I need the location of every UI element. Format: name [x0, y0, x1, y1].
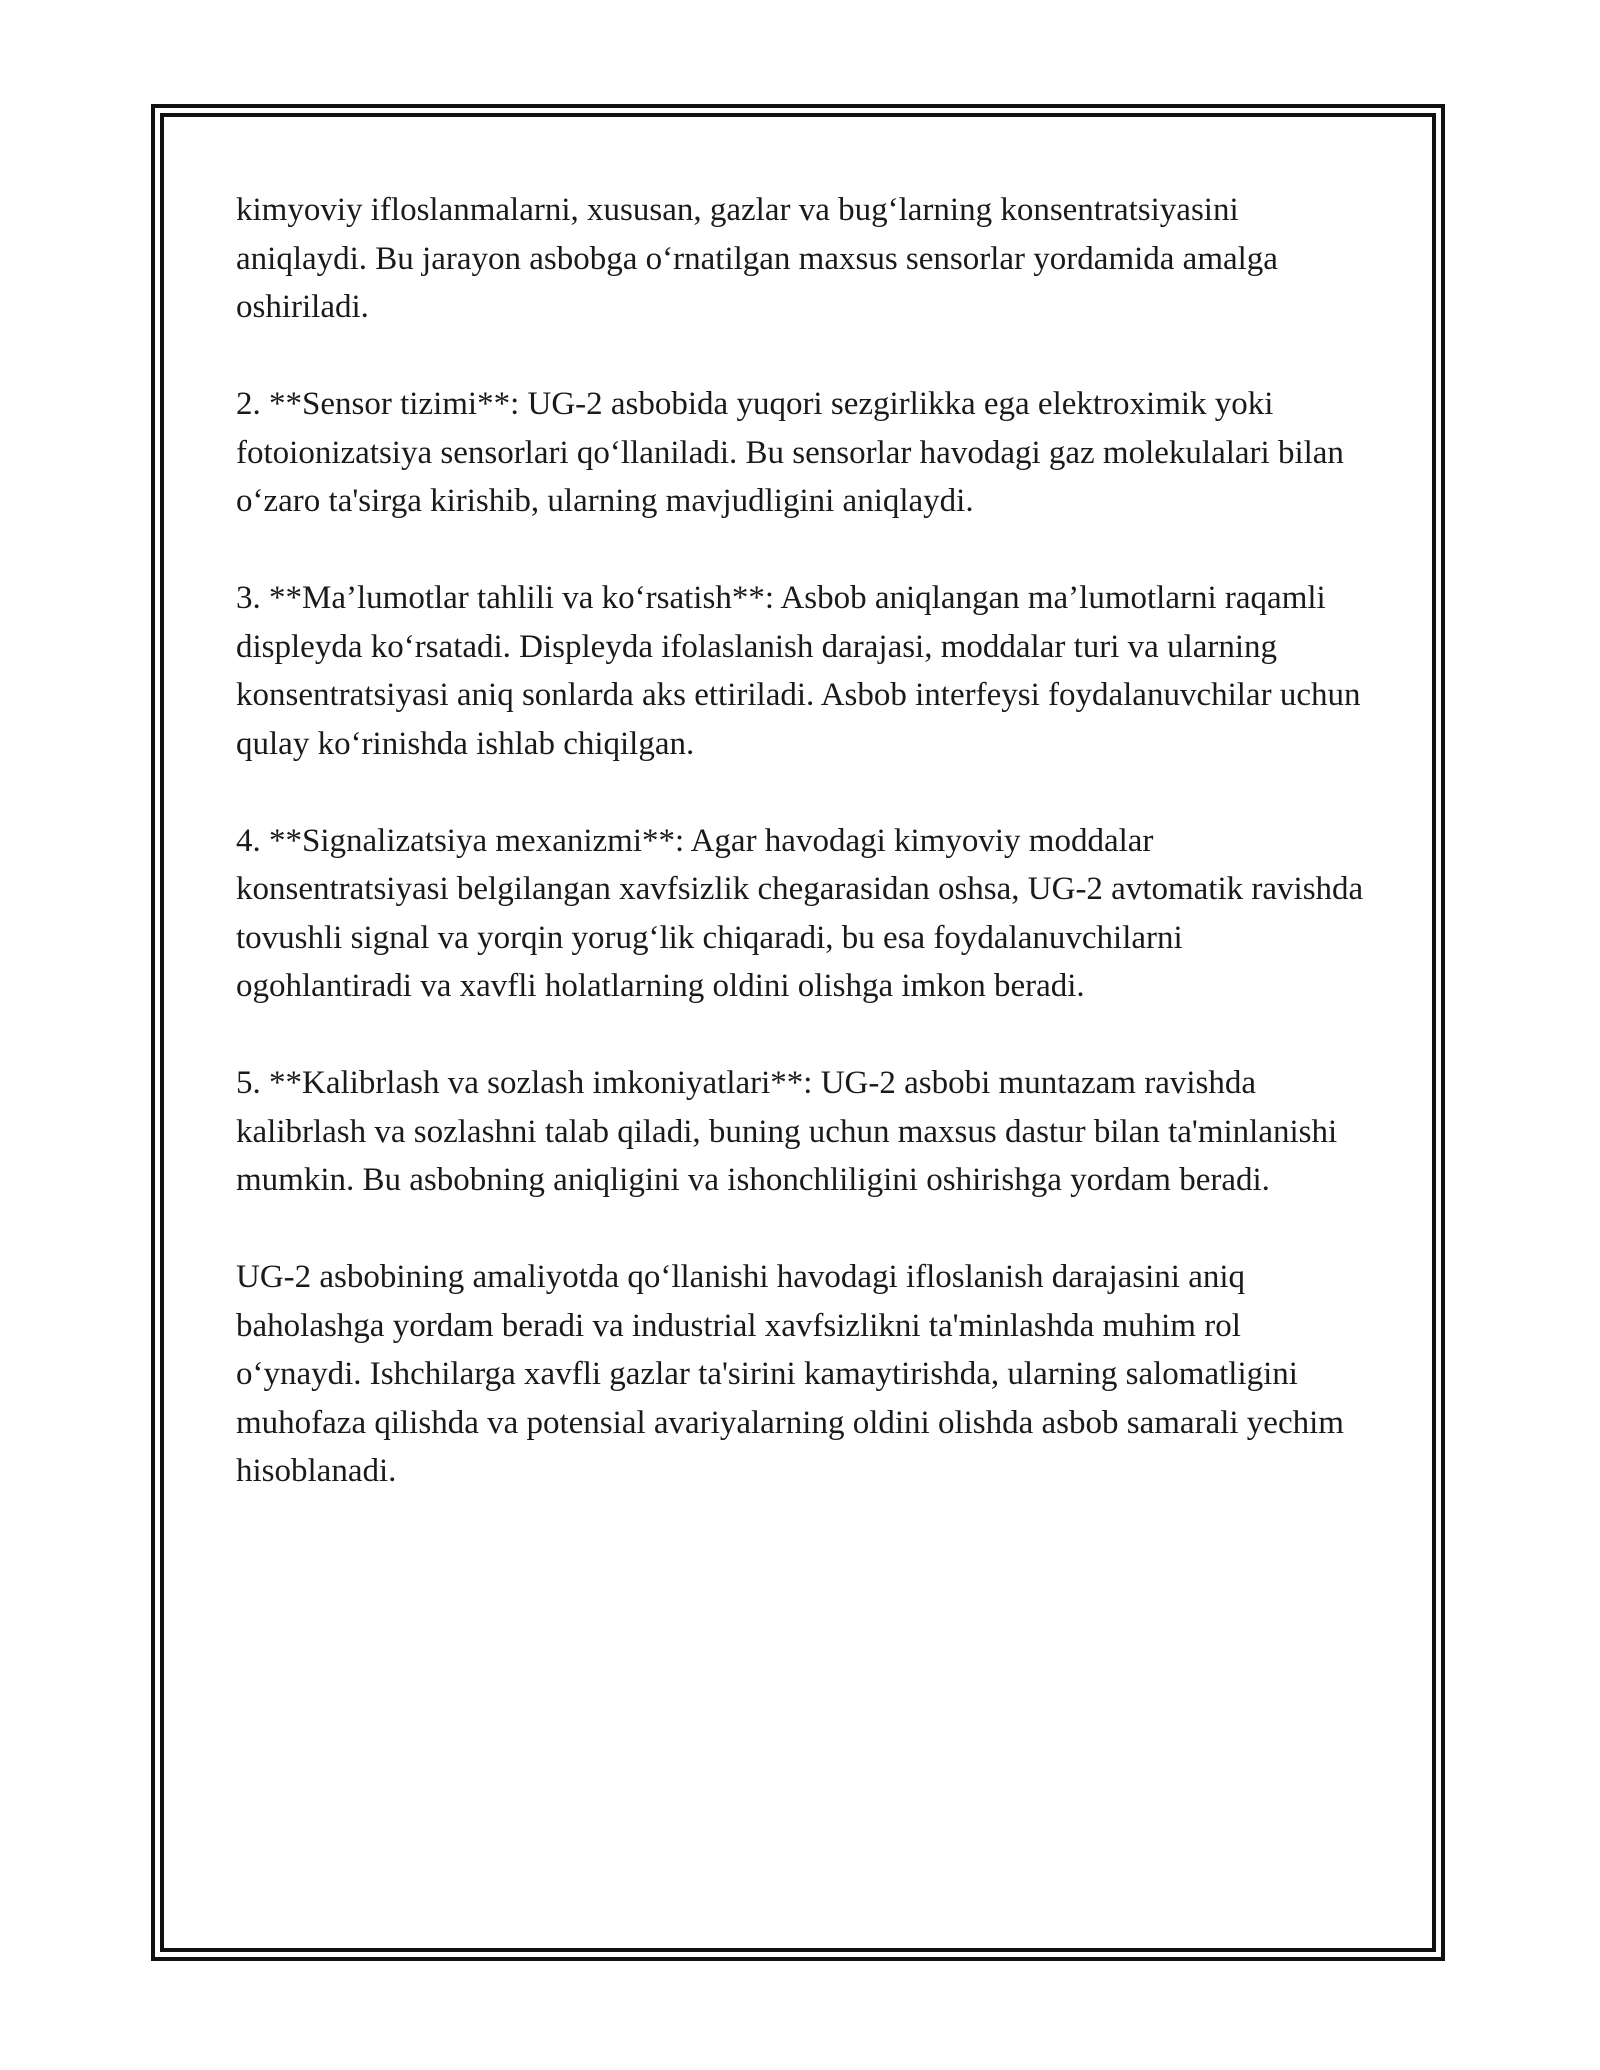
paragraph-intro-continuation: kimyoviy ifloslanmalarni, xususan, gazlar va bug‘larning konsentratsiyasini aniqlaydi. Bu jarayon asbobga o‘rnatilgan maxsus sensorlar yordamida amalga oshiriladi. — [236, 192, 1278, 325]
document-body — [236, 186, 1366, 1544]
paragraph-conclusion: UG-2 asbobining amaliyotda qo‘llanishi havodagi ifloslanish darajasini aniq baholashga yordam beradi va industrial xavfsizlikni ta'minlashda muhim rol o‘ynaydi. Ishchilarga xavfli gazlar ta'sirini kamaytirishda, ularning salomatligini muhofaza qilishda va potensial avariyalarning oldini olishda asbob samarali yechim hisoblanadi. — [236, 1259, 1344, 1489]
paragraph-calibration: 5. **Kalibrlash va sozlash imkoniyatlari**: UG-2 asbobi muntazam ravishda kalibrlash va sozlashni talab qiladi, buning uchun maxsus dastur bilan ta'minlanishi mumkin. Bu asbobning aniqligini va ishonchliligini oshirishga yordam beradi. — [236, 1065, 1338, 1198]
paragraph-sensor-system: 2. **Sensor tizimi**: UG-2 asbobida yuqori sezgirlikka ega elektroximik yoki fotoionizatsiya sensorlari qo‘llaniladi. Bu sensorlar havodagi gaz molekulalari bilan o‘zaro ta'sirga kirishib, ularning mavjudligini aniqlaydi. — [236, 386, 1344, 519]
paragraph-alarm-mechanism: 4. **Signalizatsiya mexanizmi**: Agar havodagi kimyoviy moddalar konsentratsiyasi belgilangan xavfsizlik chegarasidan oshsa, UG-2 avtomatik ravishda tovushli signal va yorqin yorug‘lik chiqaradi, bu esa foydalanuvchilarni ogohlantiradi va xavfli holatlarning oldini olishga imkon beradi. — [236, 822, 1364, 1004]
paragraph-data-analysis: 3. **Ma’lumotlar tahlili va ko‘rsatish**: Asbob aniqlangan ma’lumotlarni raqamli displeyda ko‘rsatadi. Displeyda ifolaslanish darajasi, moddalar turi va ularning konsentratsiyasi aniq sonlarda aks ettiriladi. Asbob interfeysi foydalanuvchilar uchun qulay ko‘rinishda ishlab chiqilgan. — [236, 580, 1361, 762]
